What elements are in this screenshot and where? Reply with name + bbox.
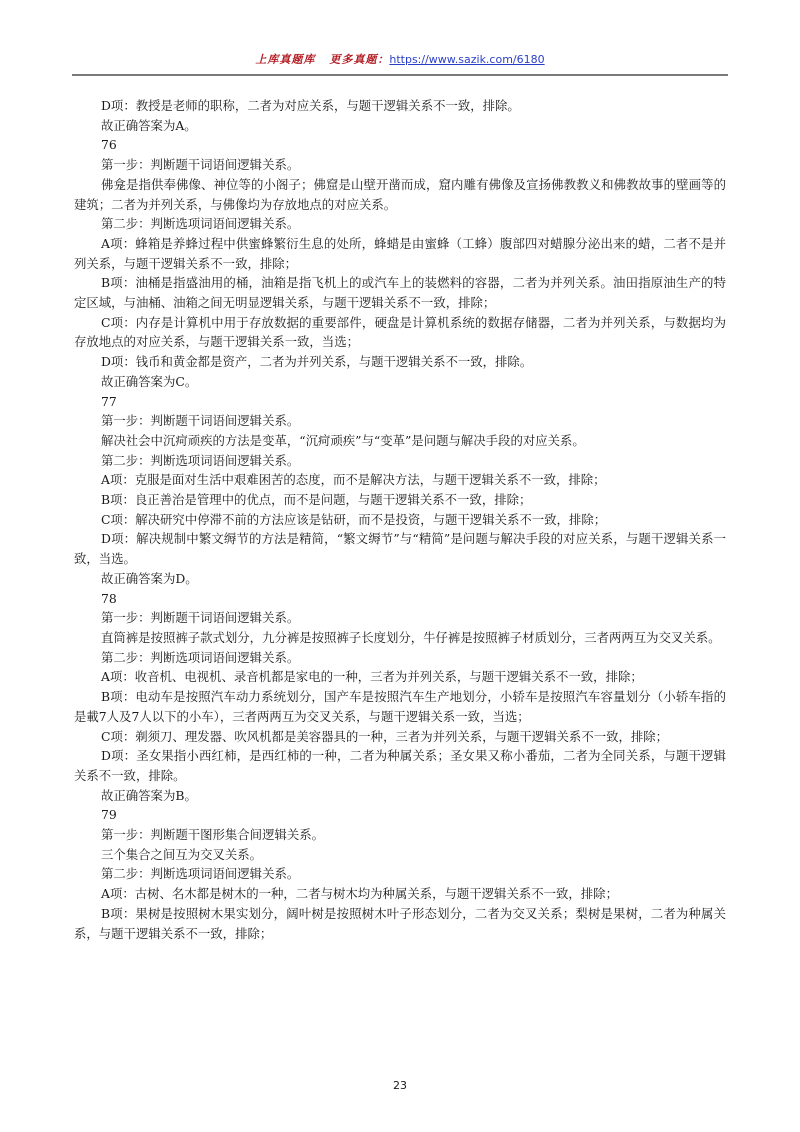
option-analysis: B项：良正善治是管理中的优点，而不是问题，与题干逻辑关系不一致，排除；: [101, 492, 532, 508]
paragraph: D项：教授是老师的职称，二者为对应关系，与题干逻辑关系不一致，排除。: [101, 98, 520, 113]
answer-line: 故正确答案为A。: [101, 117, 197, 133]
question-number: 76: [101, 137, 117, 153]
answer-line: 故正确答案为D。: [101, 570, 198, 586]
paragraph: 解决社会中沉疴顽疾的方法是变革，“沉疴顽疾”与“变革”是问题与解决手段的对应关系。: [101, 432, 585, 448]
option-analysis: A项：蜂箱是养蜂过程中供蜜蜂繁衍生息的处所，蜂蜡是由蜜蜂（工蜂）腹部四对蜡腺分泌出来的蜡，二者不是并列关系，与题干逻辑关系不一致，排除；: [74, 235, 726, 271]
question-number: 78: [101, 590, 117, 606]
question-number: 77: [101, 393, 117, 409]
question-number: 79: [101, 807, 117, 823]
step-heading: 第一步：判断题干词语间逻辑关系。: [101, 610, 300, 626]
document-body: [74, 96, 726, 943]
paragraph: 直筒裤是按照裤子款式划分，九分裤是按照裤子长度划分，牛仔裤是按照裤子材质划分，三者两两互为交叉关系。: [101, 629, 721, 645]
answer-line: 故正确答案为B。: [101, 787, 197, 803]
option-analysis: A项：收音机、电视机、录音机都是家电的一种，三者为并列关系，与题干逻辑关系不一致，排除；: [101, 669, 643, 685]
header-rule: [72, 74, 728, 76]
step-heading: 第二步：判断选项词语间逻辑关系。: [101, 866, 300, 882]
answer-line: 故正确答案为C。: [101, 373, 198, 389]
page-header: [0, 52, 800, 68]
option-analysis: C项：内存是计算机中用于存放数据的重要部件，硬盘是计算机系统的数据存储器，二者为并列关系，与数据均为存放地点的对应关系，与题干逻辑关系一致，当选；: [74, 314, 726, 350]
option-analysis: C项：剃须刀、理发器、吹风机都是美容器具的一种，三者为并列关系，与题干逻辑关系不一致，排除；: [101, 728, 669, 744]
step-heading: 第一步：判断题干图形集合间逻辑关系。: [101, 827, 325, 843]
step-heading: 第一步：判断题干词语间逻辑关系。: [101, 157, 300, 173]
site-url-link[interactable]: https://www.sazik.com/6180: [389, 53, 545, 66]
paragraph: 佛龛是指供奉佛像、神位等的小阁子；佛窟是山壁开凿而成，窟内雕有佛像及宣扬佛教教义和佛教故事的壁画等的建筑；二者为并列关系，与佛像均为存放地点的对应关系。: [74, 176, 726, 212]
option-analysis: D项：圣女果指小西红柿，是西红柿的一种，二者为种属关系；圣女果又称小番茄，二者为全同关系，与题干逻辑关系不一致，排除。: [74, 748, 726, 783]
option-analysis: B项：电动车是按照汽车动力系统划分，国产车是按照汽车生产地划分，小轿车是按照汽车容量划分（小轿车指的是載7人及7人以下的小车），三者两两互为交叉关系，与题干逻辑关系一致，当选；: [74, 689, 726, 724]
option-analysis: B项：果树是按照树木果实划分，阔叶树是按照树木叶子形态划分，二者为交叉关系；梨树是果树，二者为种属关系，与题干逻辑关系不一致，排除；: [74, 905, 726, 941]
option-analysis: A项：古树、名木都是树木的一种，二者与树木均为种属关系，与题干逻辑关系不一致，排除；: [101, 886, 618, 902]
option-analysis: C项：解决研究中停滞不前的方法应该是钻研，而不是投资，与题干逻辑关系不一致，排除；: [101, 511, 607, 527]
paragraph: 三个集合之间互为交叉关系。: [101, 846, 263, 862]
more-label: 更多真题：: [329, 53, 390, 66]
site-name: 上库真题库: [255, 53, 316, 66]
option-analysis: B项：油桶是指盛油用的桶，油箱是指飞机上的或汽车上的装燃料的容器，二者为并列关系。油田指原油生产的特定区域，与油桶、油箱之间无明显逻辑关系，与题干逻辑关系不一致，排除；: [74, 275, 726, 311]
option-analysis: A项：克服是面对生活中艰难困苦的态度，而不是解决方法，与题干逻辑关系不一致，排除；: [101, 472, 606, 488]
option-analysis: D项：解决规制中繁文缛节的方法是精简，“繁文缛节”与“精简”是问题与解决手段的对应关系，与题干逻辑关系一致，当选。: [74, 531, 726, 567]
step-heading: 第二步：判断选项词语间逻辑关系。: [101, 452, 300, 468]
step-heading: 第二步：判断选项词语间逻辑关系。: [101, 649, 300, 665]
option-analysis: D项：钱币和黄金都是资产，二者为并列关系，与题干逻辑关系不一致，排除。: [101, 354, 533, 370]
step-heading: 第一步：判断题干词语间逻辑关系。: [101, 413, 300, 429]
step-heading: 第二步：判断选项词语间逻辑关系。: [101, 216, 300, 232]
page-number: 23: [393, 1079, 407, 1092]
